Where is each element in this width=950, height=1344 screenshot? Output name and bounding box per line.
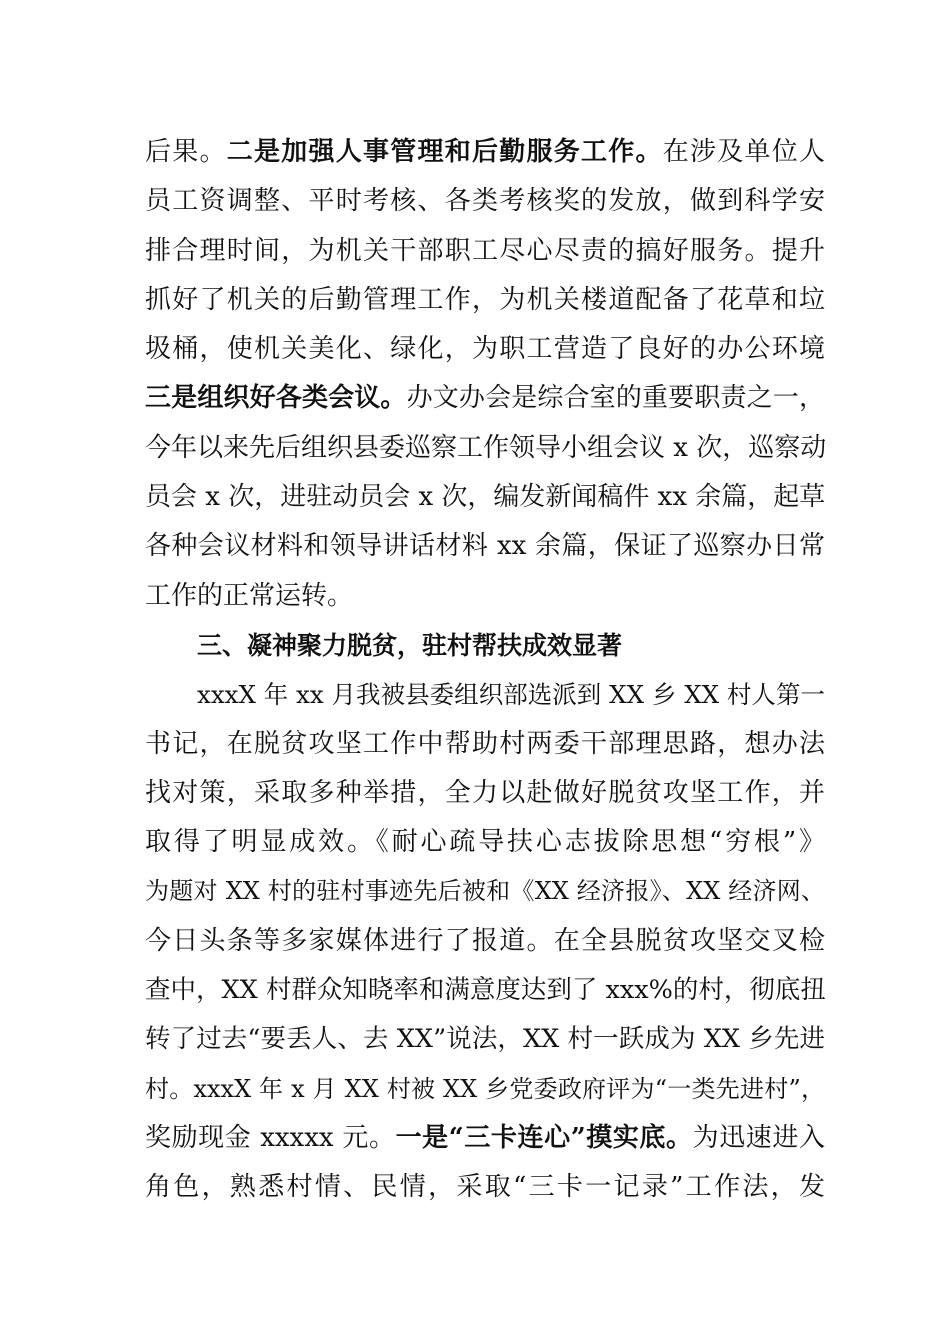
section3-line-10 — [145, 1114, 825, 1163]
paragraph1-line-7: 今年以来先后组织县委巡察工作领导小组会议 x 次，巡察动 — [145, 432, 827, 463]
section-heading: 三、凝神聚力脱贫，驻村帮扶成效显著 — [197, 630, 623, 660]
paragraph1-line-2: 员工资调整、平时考核、各类考核奖的发放，做到科学安 — [145, 186, 825, 217]
paragraph1-line-4: 抓好了机关的后勤管理工作，为机关楼道配备了花草和垃 — [145, 284, 825, 315]
section3-line-4: 取得了明显成效。《耐心疏导扶心志拔除思想“穷根”》 — [145, 827, 825, 858]
document-page — [145, 128, 825, 1213]
section3-line-9: 村。xxxX 年 x 月 XX 村被 XX 乡党委政府评为“一类先进村”， — [145, 1074, 825, 1103]
text-run: 在涉及单位人 — [662, 137, 825, 167]
text-run: 办文办会是综合室的重要职责之一， — [406, 383, 825, 414]
section3-line-8: 转了过去“要丢人、去 XX”说法，XX 村一跃成为 XX 乡先进 — [145, 1024, 825, 1055]
paragraph1-line-3: 排合理时间，为机关干部职工尽心尽责的搞好服务。提升 — [145, 235, 825, 266]
text-run: 奖励现金 xxxxx 元。 — [145, 1122, 396, 1153]
section3-line-3: 找对策，采取多种举措，全力以赴做好脱贫攻坚工作，并 — [145, 777, 825, 808]
paragraph1-line-8: 员会 x 次，进驻动员会 x 次，编发新闻稿件 xx 余篇，起草 — [145, 482, 826, 513]
point-one-heading: 一是“三卡连心”摸实底。 — [395, 1122, 693, 1153]
section3-line-11: 角色，熟悉村情、民情，采取“三卡一记录”工作法，发 — [145, 1172, 825, 1203]
section3-line-1: xxxX 年 xx 月我被县委组织部选派到 XX 乡 XX 村人第一 — [197, 680, 825, 710]
paragraph1-line-9: 各种会议材料和领导讲话材料 xx 余篇，保证了巡察办日常 — [145, 531, 825, 562]
section3-line-5: 为题对 XX 村的驻村事迹先后被和《XX 经济报》、XX 经济网、 — [145, 877, 825, 906]
text-run: 为迅速进入 — [692, 1122, 825, 1153]
point-two-heading: 二是加强人事管理和后勤服务工作。 — [226, 137, 663, 167]
text-run: 后果。 — [145, 137, 227, 167]
paragraph1-line-6 — [145, 374, 825, 423]
section3-line-2: 书记，在脱贫攻坚工作中帮助村两委干部理思路，想办法 — [145, 728, 825, 759]
paragraph1-line-1 — [145, 128, 825, 177]
section3-line-6: 今日头条等多家媒体进行了报道。在全县脱贫攻坚交叉检 — [145, 925, 825, 956]
paragraph1-line-10: 工作的正常运转。 — [145, 580, 354, 611]
paragraph1-line-5: 圾桶，使机关美化、绿化，为职工营造了良好的办公环境 — [145, 334, 825, 365]
section3-line-7: 查中，XX 村群众知晓率和满意度达到了 xxx%的村，彻底扭 — [145, 975, 826, 1006]
point-three-heading: 三是组织好各类会议。 — [145, 383, 407, 414]
